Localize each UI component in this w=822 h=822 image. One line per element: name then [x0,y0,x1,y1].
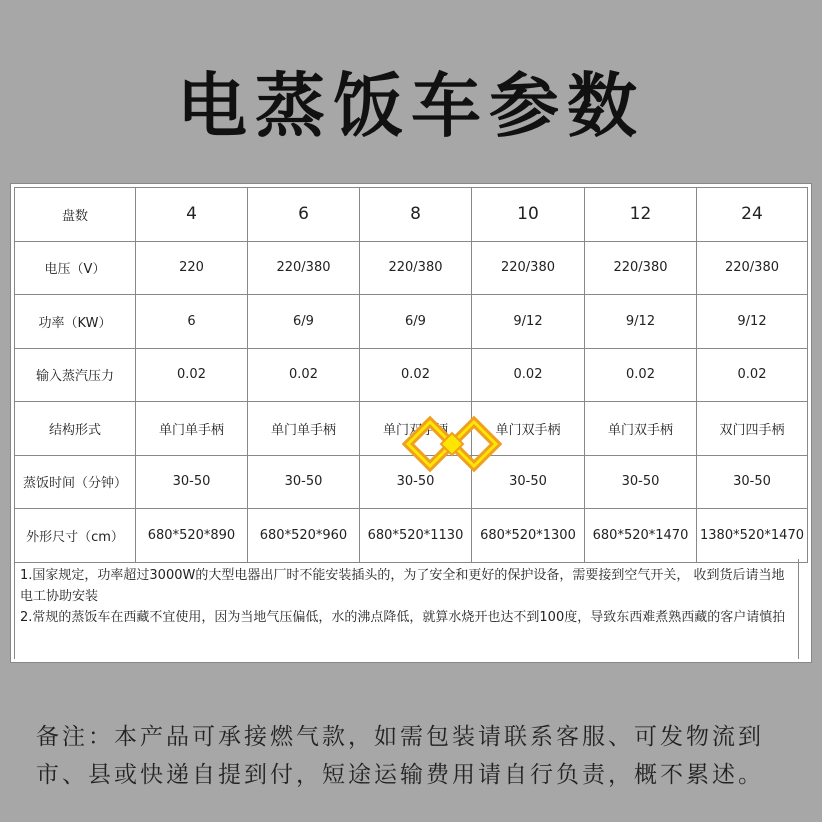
remark-text: 备注：本产品可承接燃气款，如需包装请联系客服、可发物流到市、县或快递自提到付，短途运输费用请自行负责，概不累述。 [36,724,764,788]
table-cell: 0.02 [360,348,472,402]
notes-box [14,559,799,659]
table-cell: 30-50 [136,455,248,509]
table-cell: 0.02 [136,348,248,402]
table-cell: 9/12 [585,295,697,349]
table-cell: 0.02 [697,348,808,402]
table-cell: 12 [585,188,697,242]
row-label: 电压（V） [15,241,136,295]
note-2: 2.常规的蒸饭车在西藏不宜使用，因为当地气压偏低，水的沸点降低，就算水烧开也达不到100度，导致东西难煮熟西藏的客户请慎拍 [20,610,786,625]
table-cell: 680*520*890 [136,509,248,563]
table-cell: 30-50 [585,455,697,509]
page-title: 电蒸饭车参数 [177,65,645,147]
table-cell: 680*520*1470 [585,509,697,563]
table-cell: 220/380 [248,241,360,295]
table-row [15,295,808,349]
spec-table [14,187,808,563]
table-cell: 单门双手柄 [360,402,472,456]
table-cell: 30-50 [248,455,360,509]
table-cell: 220/380 [697,241,808,295]
table-cell: 30-50 [697,455,808,509]
table-cell: 0.02 [472,348,585,402]
table-cell: 单门双手柄 [585,402,697,456]
row-label: 功率（KW） [15,295,136,349]
table-cell: 单门双手柄 [472,402,585,456]
table-cell: 680*520*960 [248,509,360,563]
table-cell: 6 [136,295,248,349]
table-row [15,188,808,242]
table-cell: 0.02 [248,348,360,402]
table-cell: 220/380 [360,241,472,295]
watermark-logo-icon [400,407,504,481]
row-label: 输入蒸汽压力 [15,348,136,402]
row-label: 蒸饭时间（分钟） [15,455,136,509]
table-cell: 220/380 [585,241,697,295]
table-cell: 双门四手柄 [697,402,808,456]
table-cell: 220 [136,241,248,295]
note-1: 1.国家规定，功率超过3000W的大型电器出厂时不能安装插头的，为了安全和更好的保护设备，需要接到空气开关， 收到货后请当地电工协助安装 [20,568,785,604]
table-cell: 8 [360,188,472,242]
table-cell: 30-50 [472,455,585,509]
table-cell: 24 [697,188,808,242]
table-cell: 6 [248,188,360,242]
table-cell: 9/12 [472,295,585,349]
table-cell: 4 [136,188,248,242]
table-cell: 680*520*1300 [472,509,585,563]
table-cell: 10 [472,188,585,242]
table-row [15,509,808,563]
table-cell: 1380*520*1470 [697,509,808,563]
table-cell: 680*520*1130 [360,509,472,563]
table-row [15,241,808,295]
table-cell: 220/380 [472,241,585,295]
row-label: 盘数 [15,188,136,242]
table-cell: 6/9 [360,295,472,349]
row-label: 外形尺寸（cm） [15,509,136,563]
table-cell: 单门单手柄 [136,402,248,456]
table-cell: 0.02 [585,348,697,402]
table-cell: 30-50 [360,455,472,509]
table-row [15,348,808,402]
row-label: 结构形式 [15,402,136,456]
table-cell: 单门单手柄 [248,402,360,456]
table-cell: 9/12 [697,295,808,349]
table-cell: 6/9 [248,295,360,349]
